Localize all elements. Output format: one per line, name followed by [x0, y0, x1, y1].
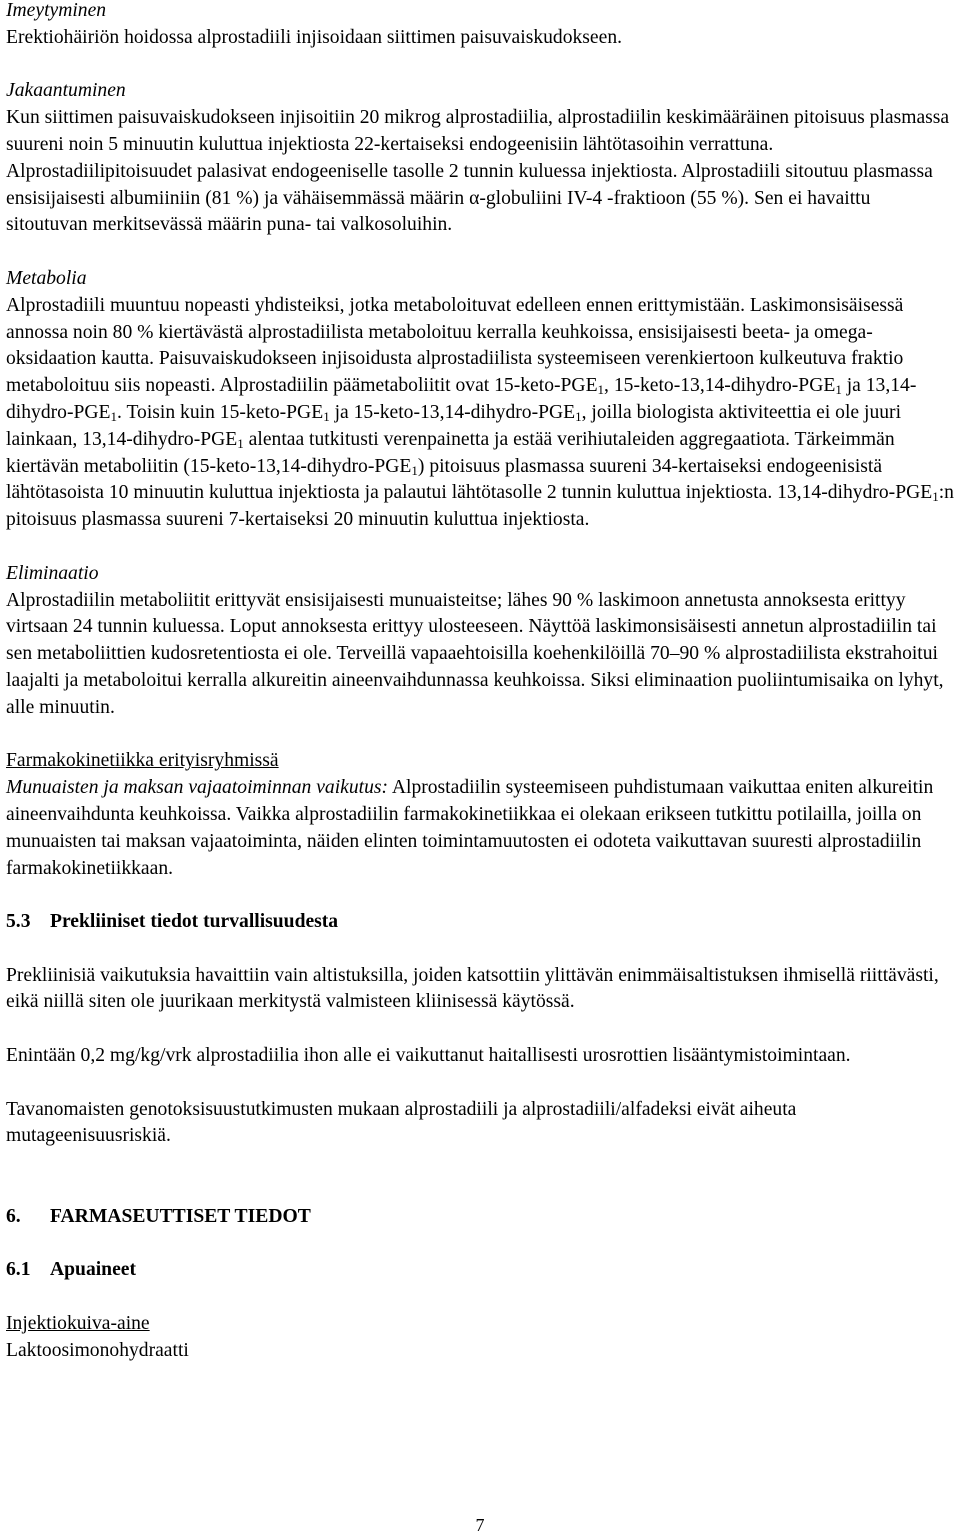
section-5-3-paragraph-2: Enintään 0,2 mg/kg/vrk alprostadiilia ihon alle ei vaikuttanut haitallisesti urosrottien lisääntymistoimintaan.: [6, 1045, 851, 1067]
metabolia-text: Alprostadiili muuntuu nopeasti yhdisteiksi, jotka metaboloituvat edelleen ennen erittymistään. Laskimonsisäisessä annossa noin 80 % kiertävästä alprostadiilista metaboloituu kerralla keuhkoissa, ensisijaisesti beeta- ja omega-oksidaation kautta. Paisuvaiskudokseen injisoidusta alprostadiilista systeemiseen verenkiertoon kulkeutuva fraktio metaboloituu siis nopeasti. Alprostadiilin päämetaboliitit ovat $15-keto-PGE_1$, $15-keto-13,14-dihydro-PGE_1$ ja $13,14-dihydro-PGE_1$. Toisin kuin $15-keto-PGE_1$ ja $15-keto-13,14-dihydro-PGE_1$, joilla biologista aktiviteettia ei ole juuri lainkaan, $13,14-dihydro-PGE_1$ alentaa tutkitusti verenpainetta ja estää verihiutaleiden aggregaatiota. Tärkeimmän kiertävän metaboliitin $(15-keto-13,14-dihydro-PGE_1)$ pitoisuus plasmassa suureni 34-kertaiseksi endogeenisistä lähtötasoista 10 minuutin kuluttua injektiosta ja palautui lähtötasolle 2 tunnin kuluttua injektiosta. $13,14-dihydro-PGE_1:n$ pitoisuus plasmassa suureni 7-kertaiseksi 20 minuutin kuluttua injektiosta.: [6, 294, 954, 531]
section-5-3-paragraph-3: Tavanomaisten genotoksisuustutkimusten mukaan alprostadiili ja alprostadiili/alfadeksi eivät aiheuta mutageenisuusriskiä.: [6, 1098, 797, 1147]
section-6-heading: 6. FARMASEUTTISET TIEDOT: [6, 1205, 311, 1227]
excipient-item: Laktoosimonohydraatti: [6, 1339, 189, 1361]
section-6-1-heading: 6.1 Apuaineet: [6, 1259, 137, 1281]
jakaantuminen-text: Kun siittimen paisuvaiskudokseen injisoitiin 20 mikrog alprostadiilia, alprostadiilin keskimääräinen pitoisuus plasmassa suureni noin 5 minuutin kuluttua injektiosta 22-kertaiseksi endogeenisiin lähtötasoihin verrattuna. Alprostadiilipitoisuudet palasivat endogeeniselle tasolle 2 tunnin kuluessa injektiosta. Alprostadiili sitoutuu plasmassa ensisijaisesti albumiiniin (81 %) ja vähäisemmässä määrin α-globuliini IV-4 -fraktioon (55 %). Sen ei havaittu sitoutuvan merkitsevässä määrin puna- tai valkosoluihin.: [6, 107, 950, 236]
erityisryhmat-heading: Farmakokinetiikka erityisryhmissä: [6, 750, 279, 772]
section-5-3-paragraph-1: Prekliinisiä vaikutuksia havaittiin vain altistuksilla, joiden katsottiin ylittävän enimmäisaltistuksen ihmisellä riittävästi, eikä niillä siten ole juurikaan merkitystä valmisteen kliinisessä käytössä.: [6, 964, 939, 1013]
page-number: 7: [475, 1515, 485, 1535]
injektiokuiva-aine-heading: Injektiokuiva-aine: [6, 1313, 150, 1335]
document-page: [6, 0, 956, 1365]
section-5-3-heading: 5.3 Prekliiniset tiedot turvallisuudesta: [6, 911, 339, 933]
imeytyminen-heading: Imeytyminen: [6, 0, 107, 21]
erityisryhmat-lead: Munuaisten ja maksan vajaatoiminnan vaikutus:: [6, 777, 389, 799]
eliminaatio-text: Alprostadiilin metaboliitit erittyvät ensisijaisesti munuaisteitse; lähes 90 % laskimoon annetusta annoksesta erittyy virtsaan 24 tunnin kuluessa. Loput annoksesta erittyy ulosteeseen. Näyttöä laskimonsisäisesti annetun alprostadiilin tai sen metaboliittien kudosretentiosta ei ole. Terveillä vapaaehtoisilla koehenkilöillä 70–90 % alprostadiilista ekstrahoitui laajalti ja metaboloitui kerralla alkureitin aineenvaihdunnassa keuhkoissa. Siksi eliminaation puoliintumisaika on lyhyt, alle minuutin.: [6, 589, 944, 718]
imeytyminen-text: Erektiohäiriön hoidossa alprostadiili injisoidaan siittimen paisuvaiskudokseen.: [6, 26, 623, 48]
metabolia-heading: Metabolia: [6, 267, 87, 289]
jakaantuminen-heading: Jakaantuminen: [6, 80, 126, 102]
erityisryhmat-text: Munuaisten ja maksan vajaatoiminnan vaikutus: Alprostadiilin systeemiseen puhdistumaan vaikuttaa eniten alkureitin aineenvaihdunta keuhkoissa. Vaikka alprostadiilin farmakokinetiikkaa ei olekaan erikseen tutkittu potilailla, joilla on munuaisten tai maksan vajaatoiminta, näiden elinten toimintamuutosten ei odoteta vaikuttavan suuresti alprostadiilin farmakokinetiikkaan.: [6, 777, 934, 879]
eliminaatio-heading: Eliminaatio: [6, 562, 99, 584]
